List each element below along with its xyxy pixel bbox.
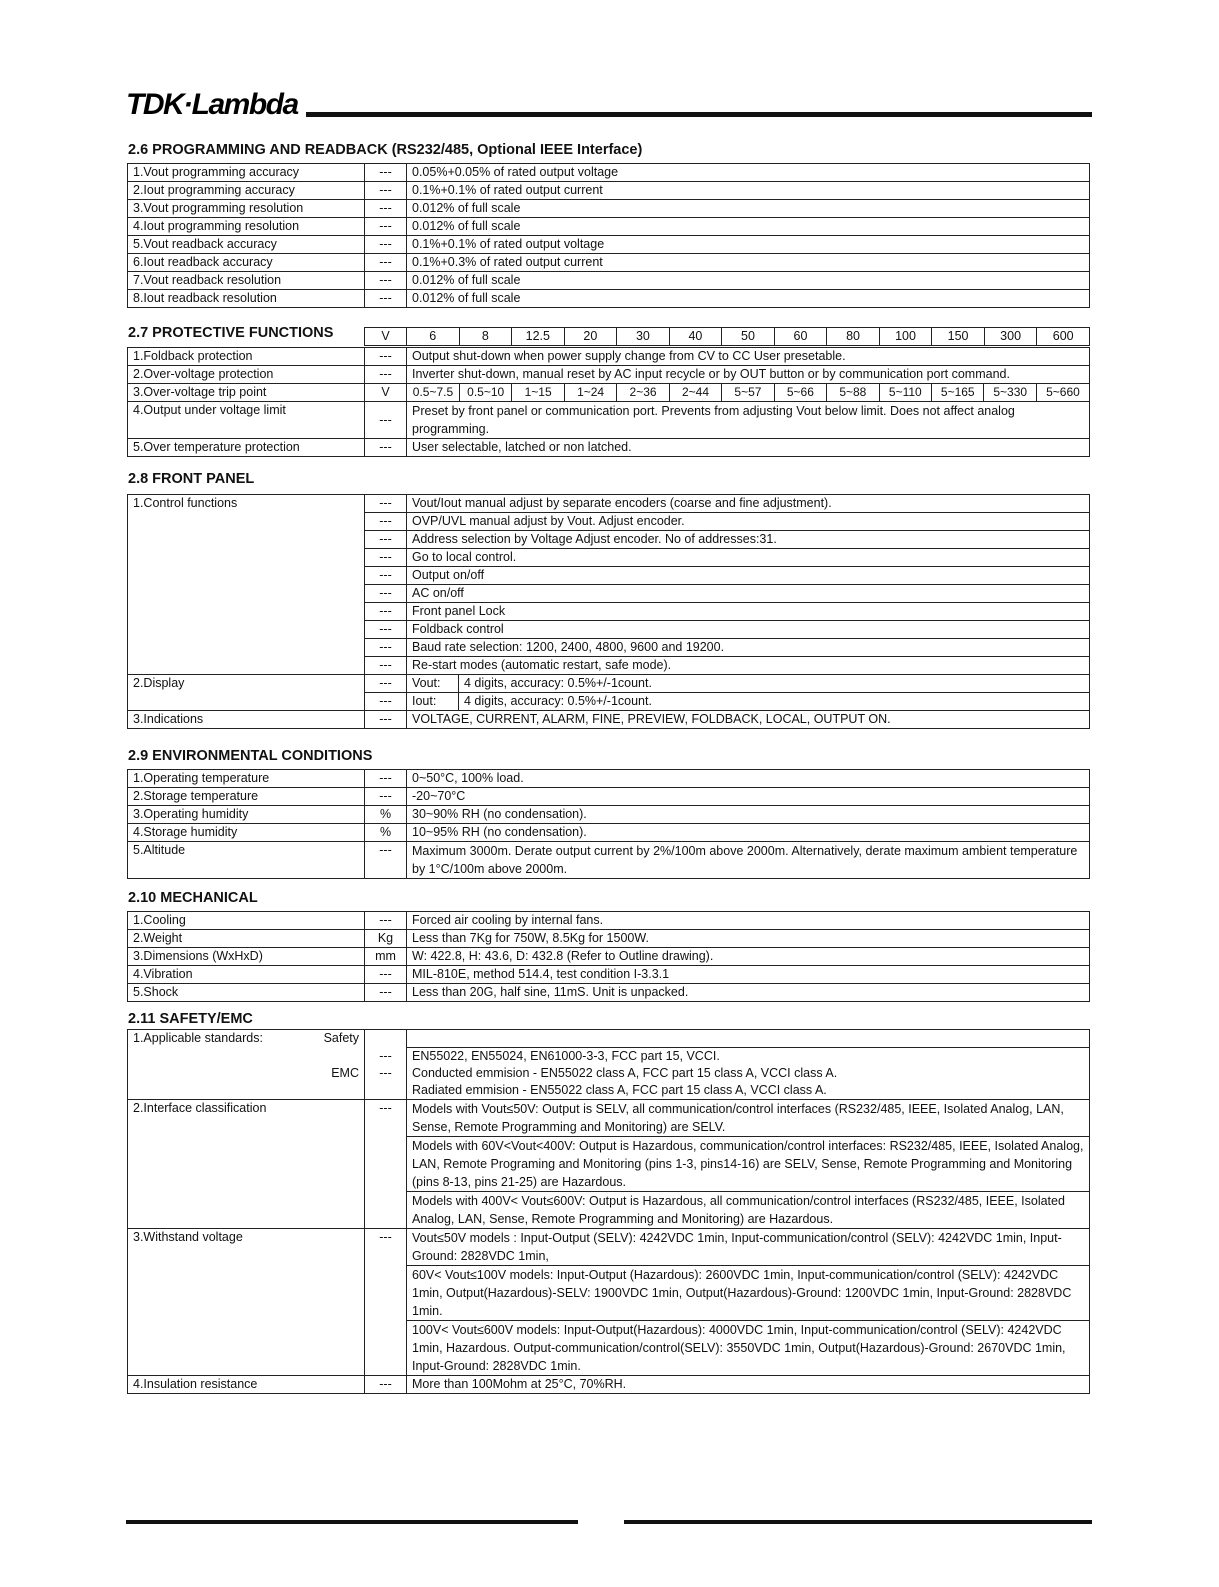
row-value: 100V< Vout≤600V models: Input-Output(Hazardous): 4000VDC 1min, Input-communication/control (SELV): 4242VDC 1min, Hazardous. Output-communication/control(SELV): 3550VDC 1min, Output(Hazardous)-Ground: 2670VDC 1min, Input-Ground: 2828VDC 1min. — [407, 1321, 1090, 1376]
row-value: OVP/UVL manual adjust by Vout. Adjust encoder. — [407, 513, 1090, 531]
row-value — [407, 675, 1090, 693]
row-unit: --- — [365, 272, 407, 290]
row-unit: --- — [365, 603, 407, 621]
model-voltage-cell: 80 — [827, 328, 880, 346]
model-voltage-cell: 100 — [879, 328, 932, 346]
row-value: EN55022, EN55024, EN61000-3-3, FCC part 15, VCCI. — [407, 1048, 1090, 1066]
row-unit: --- — [365, 1065, 407, 1082]
row-value: Forced air cooling by internal fans. — [407, 912, 1090, 930]
table-row — [128, 711, 1090, 729]
row-value: Re-start modes (automatic restart, safe mode). — [407, 657, 1090, 675]
model-header-table — [364, 327, 1090, 346]
row-label: 4.Iout programming resolution — [128, 218, 365, 236]
row-unit: --- — [365, 218, 407, 236]
row-label: 2.Display — [128, 675, 365, 711]
row-unit: --- — [365, 912, 407, 930]
row-unit: --- — [365, 1048, 407, 1066]
row-value — [407, 693, 1090, 711]
row-unit: mm — [365, 948, 407, 966]
table-row — [128, 164, 1090, 182]
row-label: 5.Shock — [128, 984, 365, 1002]
row-unit: --- — [365, 657, 407, 675]
row-label: 2.Storage temperature — [128, 788, 365, 806]
row-unit: --- — [365, 236, 407, 254]
table-row — [128, 200, 1090, 218]
section-title-mechanical: 2.10 MECHANICAL — [128, 890, 258, 906]
row-label: 1.Operating temperature — [128, 770, 365, 788]
trip-point-cell: 5~165 — [932, 384, 984, 401]
footer-rule-left — [126, 1520, 578, 1524]
row-label: 8.Iout readback resolution — [128, 290, 365, 308]
row-value: 0.012% of full scale — [407, 272, 1090, 290]
row-label: 2.Interface classification — [128, 1100, 365, 1229]
row-value: Models with Vout≤50V: Output is SELV, all communication/control interfaces (RS232/485, IEEE, Isolated Analog, LAN, Sense, Remote Programming and Monitoring) are SELV. — [407, 1100, 1090, 1137]
row-value: MIL-810E, method 514.4, test condition I-3.3.1 — [407, 966, 1090, 984]
table-row — [128, 1030, 1090, 1048]
trip-point-cell: 5~110 — [879, 384, 931, 401]
row-unit: --- — [365, 711, 407, 729]
table-row — [128, 1376, 1090, 1394]
programming-table — [127, 163, 1090, 308]
row-value: 0.012% of full scale — [407, 290, 1090, 308]
row-value: Conducted emmision - EN55022 class A, FCC part 15 class A, VCCI class A. — [407, 1065, 1090, 1082]
row-value: 0.1%+0.1% of rated output voltage — [407, 236, 1090, 254]
row-unit: --- — [365, 348, 407, 366]
row-label: 4.Storage humidity — [128, 824, 365, 842]
row-label: 1.Control functions — [128, 495, 365, 675]
row-unit: --- — [365, 402, 407, 439]
row-unit: % — [365, 824, 407, 842]
row-value: Baud rate selection: 1200, 2400, 4800, 9600 and 19200. — [407, 639, 1090, 657]
row-label: 3.Dimensions (WxHxD) — [128, 948, 365, 966]
row-unit: --- — [365, 254, 407, 272]
row-unit: --- — [365, 585, 407, 603]
row-label: 5.Altitude — [128, 842, 365, 879]
row-label: 1.Cooling — [128, 912, 365, 930]
row-value: User selectable, latched or non latched. — [407, 439, 1090, 457]
row-label: 1.Vout programming accuracy — [128, 164, 365, 182]
trip-point-cell: 5~57 — [722, 384, 774, 401]
row-value: W: 422.8, H: 43.6, D: 432.8 (Refer to Outline drawing). — [407, 948, 1090, 966]
row-value: Maximum 3000m. Derate output current by 2%/100m above 2000m. Alternatively, derate maximum ambient temperature by 1°C/100m above 2000m. — [407, 842, 1090, 879]
row-unit: --- — [365, 439, 407, 457]
environmental-table — [127, 769, 1090, 879]
row-label: 2.Over-voltage protection — [128, 366, 365, 384]
table-row — [128, 1100, 1090, 1137]
row-label: 1.Foldback protection — [128, 348, 365, 366]
trip-point-cell: 0.5~7.5 — [412, 385, 454, 399]
table-row — [128, 806, 1090, 824]
section-title-environmental: 2.9 ENVIRONMENTAL CONDITIONS — [128, 748, 373, 764]
model-voltage-cell: 6 — [407, 328, 460, 346]
row-value: -20~70°C — [407, 788, 1090, 806]
row-unit: Kg — [365, 930, 407, 948]
model-voltage-cell: 40 — [669, 328, 722, 346]
row-label: 6.Iout readback accuracy — [128, 254, 365, 272]
model-voltage-cell: 60 — [774, 328, 827, 346]
row-unit: --- — [365, 1229, 407, 1376]
table-row — [128, 842, 1090, 879]
row-label: 7.Vout readback resolution — [128, 272, 365, 290]
table-row — [128, 402, 1090, 439]
trip-point-cell: 1~24 — [564, 384, 616, 401]
row-value: 0.012% of full scale — [407, 218, 1090, 236]
model-voltage-cell: 30 — [617, 328, 670, 346]
row-value: 30~90% RH (no condensation). — [407, 806, 1090, 824]
row-unit: --- — [365, 770, 407, 788]
row-value: Go to local control. — [407, 549, 1090, 567]
row-value: 0.05%+0.05% of rated output voltage — [407, 164, 1090, 182]
row-value: 60V< Vout≤100V models: Input-Output (Hazardous): 2600VDC 1min, Input-communication/control (SELV): 4242VDC 1min, Output(Hazardous)-SELV: 1900VDC 1min, Output(Hazardous)-Ground: 1200VDC 1min, Input-Ground: 2828VDC 1min. — [407, 1266, 1090, 1321]
protective-table — [127, 347, 1090, 457]
row-value: Inverter shut-down, manual reset by AC input recycle or by OUT button or by communication port command. — [407, 366, 1090, 384]
row-label: 3.Withstand voltage — [128, 1229, 365, 1376]
row-value: Radiated emmision - EN55022 class A, FCC part 15 class A, VCCI class A. — [407, 1082, 1090, 1100]
row-value: More than 100Mohm at 25°C, 70%RH. — [407, 1376, 1090, 1394]
row-unit: --- — [365, 531, 407, 549]
row-value: Less than 7Kg for 750W, 8.5Kg for 1500W. — [407, 930, 1090, 948]
row-unit: --- — [365, 164, 407, 182]
footer-rule-right — [624, 1520, 1092, 1524]
table-row — [128, 1229, 1090, 1266]
trip-point-cell: 5~88 — [827, 384, 879, 401]
row-unit: --- — [365, 984, 407, 1002]
trip-point-cell: 5~66 — [774, 384, 826, 401]
model-voltage-cell: 600 — [1037, 328, 1090, 346]
row-value: AC on/off — [407, 585, 1090, 603]
table-row — [128, 218, 1090, 236]
safety-label: Safety — [323, 1031, 359, 1045]
row-value: 0.1%+0.1% of rated output current — [407, 182, 1090, 200]
row-unit: --- — [365, 621, 407, 639]
row-label: 1.Applicable standards: Safety — [128, 1030, 365, 1048]
row-label: 4.Vibration — [128, 966, 365, 984]
row-unit: --- — [365, 639, 407, 657]
trip-point-cell: 5~330 — [984, 384, 1036, 401]
section-title-front-panel: 2.8 FRONT PANEL — [128, 471, 255, 487]
row-value: Less than 20G, half sine, 11mS. Unit is unpacked. — [407, 984, 1090, 1002]
trip-point-cell: 5~660 — [1036, 384, 1089, 401]
row-value: Preset by front panel or communication port. Prevents from adjusting Vout below limit. Does not affect analog programming. — [407, 402, 1090, 439]
row-label: 3.Operating humidity — [128, 806, 365, 824]
section-title-programming: 2.6 PROGRAMMING AND READBACK (RS232/485, Optional IEEE Interface) — [128, 142, 643, 158]
table-row — [128, 948, 1090, 966]
row-unit: V — [365, 384, 407, 402]
row-unit: --- — [365, 549, 407, 567]
table-row — [128, 824, 1090, 842]
row-unit: --- — [365, 366, 407, 384]
row-unit: % — [365, 806, 407, 824]
trip-point-cell: 2~36 — [617, 384, 669, 401]
row-value: Front panel Lock — [407, 603, 1090, 621]
table-row — [128, 366, 1090, 384]
row-unit: --- — [365, 693, 407, 711]
emc-label: EMC — [128, 1048, 365, 1100]
display-value: 4 digits, accuracy: 0.5%+/-1count. — [464, 676, 652, 690]
row-value: VOLTAGE, CURRENT, ALARM, FINE, PREVIEW, FOLDBACK, LOCAL, OUTPUT ON. — [407, 711, 1090, 729]
table-row — [128, 348, 1090, 366]
row-value: Models with 400V< Vout≤600V: Output is Hazardous, all communication/control interfaces (RS232/485, IEEE, Isolated Analog, LAN, Sense, Remote Programming and Monitoring) are Hazardous. — [407, 1192, 1090, 1229]
row-value: 0~50°C, 100% load. — [407, 770, 1090, 788]
section-title-protective: 2.7 PROTECTIVE FUNCTIONS — [128, 325, 334, 341]
row-label: 3.Indications — [128, 711, 365, 729]
row-unit: --- — [365, 182, 407, 200]
row-unit: --- — [365, 966, 407, 984]
row-unit: --- — [365, 513, 407, 531]
table-row — [128, 182, 1090, 200]
page-header — [126, 88, 1092, 128]
table-row — [128, 788, 1090, 806]
trip-point-cell: 1~15 — [512, 384, 564, 401]
row-unit: --- — [365, 567, 407, 585]
safety-table — [127, 1029, 1090, 1394]
table-row — [128, 912, 1090, 930]
row-value: 0.012% of full scale — [407, 200, 1090, 218]
row-value: Foldback control — [407, 621, 1090, 639]
model-voltage-cell: 12.5 — [512, 328, 565, 346]
header-rule — [306, 112, 1092, 117]
table-row — [128, 439, 1090, 457]
display-label: Vout: — [412, 675, 459, 692]
mechanical-table — [127, 911, 1090, 1002]
front-panel-table — [127, 494, 1090, 729]
row-unit: --- — [365, 200, 407, 218]
trip-point-cell: 0.5~10 — [459, 384, 511, 401]
row-value: Output shut-down when power supply change from CV to CC User presetable. — [407, 348, 1090, 366]
row-value: 10~95% RH (no condensation). — [407, 824, 1090, 842]
display-label: Iout: — [412, 693, 459, 710]
row-label: 3.Over-voltage trip point — [128, 384, 365, 402]
row-unit: --- — [365, 1100, 407, 1229]
row-label: 4.Output under voltage limit — [128, 402, 365, 439]
model-voltage-cell: 20 — [564, 328, 617, 346]
row-unit: --- — [365, 842, 407, 879]
row-label: 2.Iout programming accuracy — [128, 182, 365, 200]
brand-logo: TDK·Lambda — [126, 88, 298, 121]
row-label: 2.Weight — [128, 930, 365, 948]
row-unit: --- — [365, 1376, 407, 1394]
row-value: Vout/Iout manual adjust by separate encoders (coarse and fine adjustment). — [407, 495, 1090, 513]
section-title-safety: 2.11 SAFETY/EMC — [128, 1011, 253, 1027]
row-value: Output on/off — [407, 567, 1090, 585]
table-row — [128, 495, 1090, 513]
row-unit: --- — [365, 290, 407, 308]
row-value: 0.1%+0.3% of rated output current — [407, 254, 1090, 272]
table-row — [128, 254, 1090, 272]
table-row — [128, 290, 1090, 308]
row-label: 5.Over temperature protection — [128, 439, 365, 457]
display-value: 4 digits, accuracy: 0.5%+/-1count. — [464, 694, 652, 708]
row-label: 5.Vout readback accuracy — [128, 236, 365, 254]
table-row — [128, 236, 1090, 254]
model-voltage-cell: 150 — [932, 328, 985, 346]
table-row — [128, 675, 1090, 693]
row-value: Models with 60V<Vout<400V: Output is Hazardous, communication/control interfaces: RS232/485, IEEE, Isolated Analog, LAN, Remote Programing and Monitoring (pins 1-3, pins14-16) are SELV, Sense, Remote Programming and Monitoring (pins 8-13, pins 21-25) are Hazardous. — [407, 1137, 1090, 1192]
row-unit: --- — [365, 788, 407, 806]
model-voltage-cell: 50 — [722, 328, 775, 346]
table-row — [128, 984, 1090, 1002]
trip-values — [407, 384, 1089, 401]
table-row — [128, 1048, 1090, 1066]
table-row — [128, 272, 1090, 290]
model-voltage-cell: 300 — [984, 328, 1037, 346]
row-label: 4.Insulation resistance — [128, 1376, 365, 1394]
table-row — [128, 930, 1090, 948]
row-unit: --- — [365, 675, 407, 693]
trip-point-cell: 2~44 — [669, 384, 721, 401]
table-row — [128, 966, 1090, 984]
row-unit: --- — [365, 495, 407, 513]
unit-head: V — [365, 328, 407, 346]
model-voltage-cell: 8 — [459, 328, 512, 346]
table-row — [128, 384, 1090, 402]
row-value: Vout≤50V models : Input-Output (SELV): 4242VDC 1min, Input-communication/control (SELV): 4242VDC 1min, Input-Ground: 2828VDC 1min, — [407, 1229, 1090, 1266]
row-value: Address selection by Voltage Adjust encoder. No of addresses:31. — [407, 531, 1090, 549]
table-row — [128, 770, 1090, 788]
row-label: 3.Vout programming resolution — [128, 200, 365, 218]
